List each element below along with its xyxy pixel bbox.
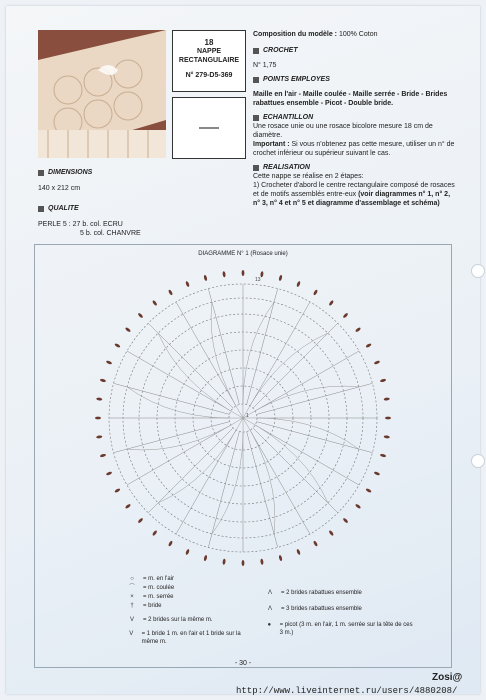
dimensions-heading: DIMENSIONS bbox=[48, 169, 93, 176]
picot-mark bbox=[95, 417, 101, 420]
picot-mark bbox=[342, 517, 348, 523]
picot-mark bbox=[278, 555, 282, 562]
picot-mark bbox=[365, 488, 372, 493]
realisation-heading: REALISATION bbox=[263, 164, 310, 171]
v-chain-stitch-icon: V bbox=[129, 631, 134, 637]
model-title: NAPPE RECTANGULAIRE bbox=[178, 48, 240, 64]
spoke-stitches bbox=[176, 302, 236, 406]
model-ref: N° 279-D5-369 bbox=[185, 72, 233, 79]
bullet-square-icon bbox=[38, 206, 44, 212]
realisation-step1-bold: (voir diagrammes n° 1, n° 2, n° 3, n° 4 et n° 5 et diagramme d'assemblage et schéma) bbox=[253, 191, 451, 207]
picot-mark bbox=[168, 289, 173, 296]
picot-mark bbox=[355, 327, 361, 333]
picot-mark bbox=[374, 471, 381, 476]
spoke-stitches bbox=[148, 428, 233, 513]
rosace-chart bbox=[35, 261, 451, 591]
realisation-step1: 1) Crocheter d'abord le centre rectangulaire composé de rosaces et de motifs assemblés entre-eux bbox=[253, 182, 455, 198]
spoke-stitches bbox=[250, 430, 310, 534]
spoke-stitches bbox=[114, 422, 230, 453]
important-label: Important : bbox=[253, 141, 290, 148]
cluster-2-icon: Λ bbox=[267, 590, 272, 596]
qualite-line2: 5 b. col. CHANVRE bbox=[80, 230, 141, 237]
picot-mark bbox=[106, 360, 113, 365]
picot-mark bbox=[384, 435, 390, 439]
picot-mark bbox=[114, 488, 121, 493]
echantillon-heading: ECHANTILLON bbox=[263, 114, 314, 121]
picot-mark bbox=[100, 453, 107, 457]
qualite-section bbox=[38, 204, 168, 238]
chain-icon: ○ bbox=[130, 576, 134, 582]
picot-mark bbox=[152, 530, 158, 536]
dimensions-section bbox=[38, 168, 158, 193]
bullet-square-icon bbox=[253, 48, 259, 54]
composition-value: 100% Coton bbox=[338, 31, 378, 38]
picot-mark bbox=[296, 281, 301, 288]
realisation-intro: Cette nappe se réalise en 2 étapes: bbox=[253, 173, 364, 180]
picot-mark bbox=[106, 471, 113, 476]
spoke-stitches bbox=[247, 432, 278, 548]
right-column bbox=[253, 30, 458, 208]
picot-mark bbox=[137, 517, 143, 523]
spoke-stitches bbox=[176, 430, 236, 534]
picot-mark bbox=[342, 312, 348, 318]
bullet-square-icon bbox=[253, 77, 259, 83]
signature: Zosi@ bbox=[432, 672, 463, 683]
composition-label: Composition du modèle : bbox=[253, 31, 337, 38]
picot-mark bbox=[242, 560, 245, 566]
picot-mark bbox=[152, 300, 158, 306]
picot-mark bbox=[203, 555, 207, 562]
bullet-square-icon bbox=[253, 115, 259, 121]
picot-mark bbox=[137, 312, 143, 318]
legend-item: ⌒ = m. coulée bbox=[125, 584, 255, 592]
picot-mark bbox=[384, 397, 390, 401]
legend-item: Λ = 2 brides rabattues ensemble bbox=[263, 589, 413, 597]
picot-mark bbox=[328, 530, 334, 536]
picot-icon: ● bbox=[267, 622, 272, 628]
spoke-stitches bbox=[127, 425, 231, 485]
picot-mark bbox=[380, 453, 387, 457]
punch-hole bbox=[471, 454, 485, 468]
legend-item: ○ = m. en l'air bbox=[125, 575, 255, 583]
important-text: Si vous n'obtenez pas cette mesure, utiliser un n° de crochet inférieur ou supérieur suivant le cas. bbox=[253, 141, 455, 157]
picot-mark bbox=[222, 271, 226, 277]
echantillon-text: Une rosace unie ou une rosace bicolore mesure 18 cm de diamètre. bbox=[253, 123, 433, 139]
picot-mark bbox=[380, 378, 387, 382]
page-number: - 30 - bbox=[234, 660, 252, 667]
points-heading: POINTS EMPLOYES bbox=[263, 76, 330, 83]
picot-mark bbox=[100, 378, 107, 382]
cluster-3-icon: Λ bbox=[267, 606, 272, 612]
crochet-heading: CROCHET bbox=[263, 47, 298, 54]
model-number: 18 bbox=[204, 38, 214, 47]
legend-item: × = m. serrée bbox=[125, 593, 255, 601]
spoke-stitches bbox=[257, 383, 373, 414]
picot-mark bbox=[260, 559, 264, 565]
thumbnail-box bbox=[172, 97, 246, 159]
spoke-stitches bbox=[127, 351, 231, 411]
spoke-stitches bbox=[255, 425, 359, 485]
picot-mark bbox=[222, 559, 226, 565]
picot-mark bbox=[185, 549, 190, 556]
spoke-stitches bbox=[253, 323, 338, 408]
spoke-stitches bbox=[253, 428, 338, 513]
spoke-stitches bbox=[250, 302, 310, 406]
dimensions-value: 140 x 212 cm bbox=[38, 185, 81, 192]
double-crochet-icon: † bbox=[130, 603, 134, 609]
legend-item: V = 2 brides sur la même m. bbox=[125, 616, 255, 624]
picot-mark bbox=[125, 327, 131, 333]
picot-mark bbox=[278, 275, 282, 282]
picot-mark bbox=[168, 540, 173, 547]
picot-mark bbox=[125, 503, 131, 509]
row-number-outer: 13 bbox=[255, 277, 261, 283]
picot-mark bbox=[96, 435, 102, 439]
picot-mark bbox=[385, 417, 391, 420]
picot-mark bbox=[365, 343, 372, 348]
picot-mark bbox=[328, 300, 334, 306]
picot-mark bbox=[114, 343, 121, 348]
picot-mark bbox=[203, 275, 207, 282]
legend-item: V = 1 bride 1 m. en l'air et 1 bride sur la même m. bbox=[125, 630, 255, 646]
diagram-title: DIAGRAMME N° 1 (Rosace unie) bbox=[198, 251, 288, 257]
bullet-square-icon bbox=[38, 170, 44, 176]
qualite-heading: QUALITE bbox=[48, 205, 79, 212]
spoke-stitches bbox=[208, 289, 239, 405]
points-value: Maille en l'air - Maille coulée - Maille serrée - Bride - Brides rabattues ensemble - Picot - Double bride. bbox=[253, 91, 448, 107]
v-stitch-icon: V bbox=[129, 617, 134, 623]
legend-right bbox=[263, 589, 413, 638]
legend-item: ● = picot (3 m. en l'air, 1 m. serrée sur la tête de ces 3 m.) bbox=[263, 621, 413, 637]
picot-mark bbox=[242, 270, 245, 276]
picot-mark bbox=[355, 503, 361, 509]
model-id-box bbox=[172, 30, 246, 92]
source-url: http://www.liveinternet.ru/users/4880208/ bbox=[236, 686, 458, 696]
picot-mark bbox=[313, 289, 318, 296]
slip-stitch-icon: ⌒ bbox=[128, 585, 135, 591]
picot-mark bbox=[374, 360, 381, 365]
single-crochet-icon: × bbox=[130, 594, 134, 600]
row-number-center: 1 bbox=[246, 413, 249, 419]
picot-mark bbox=[313, 540, 318, 547]
tablecloth-photo bbox=[38, 30, 166, 158]
picot-mark bbox=[96, 397, 102, 401]
picot-mark bbox=[185, 281, 190, 288]
spoke-stitches bbox=[148, 323, 233, 408]
qualite-line1: PERLE 5 : 27 b. col. ECRU bbox=[38, 221, 123, 228]
thumbnail-mark bbox=[199, 127, 219, 129]
spoke-stitches bbox=[255, 351, 359, 411]
crochet-diagram bbox=[34, 244, 452, 668]
punch-hole bbox=[471, 264, 485, 278]
picot-mark bbox=[296, 549, 301, 556]
legend-left bbox=[125, 575, 255, 647]
crochet-value: N° 1,75 bbox=[253, 62, 277, 69]
legend-item: † = bride bbox=[125, 602, 255, 610]
legend-item: Λ = 3 brides rabattues ensemble bbox=[263, 605, 413, 613]
bullet-square-icon bbox=[253, 165, 259, 171]
